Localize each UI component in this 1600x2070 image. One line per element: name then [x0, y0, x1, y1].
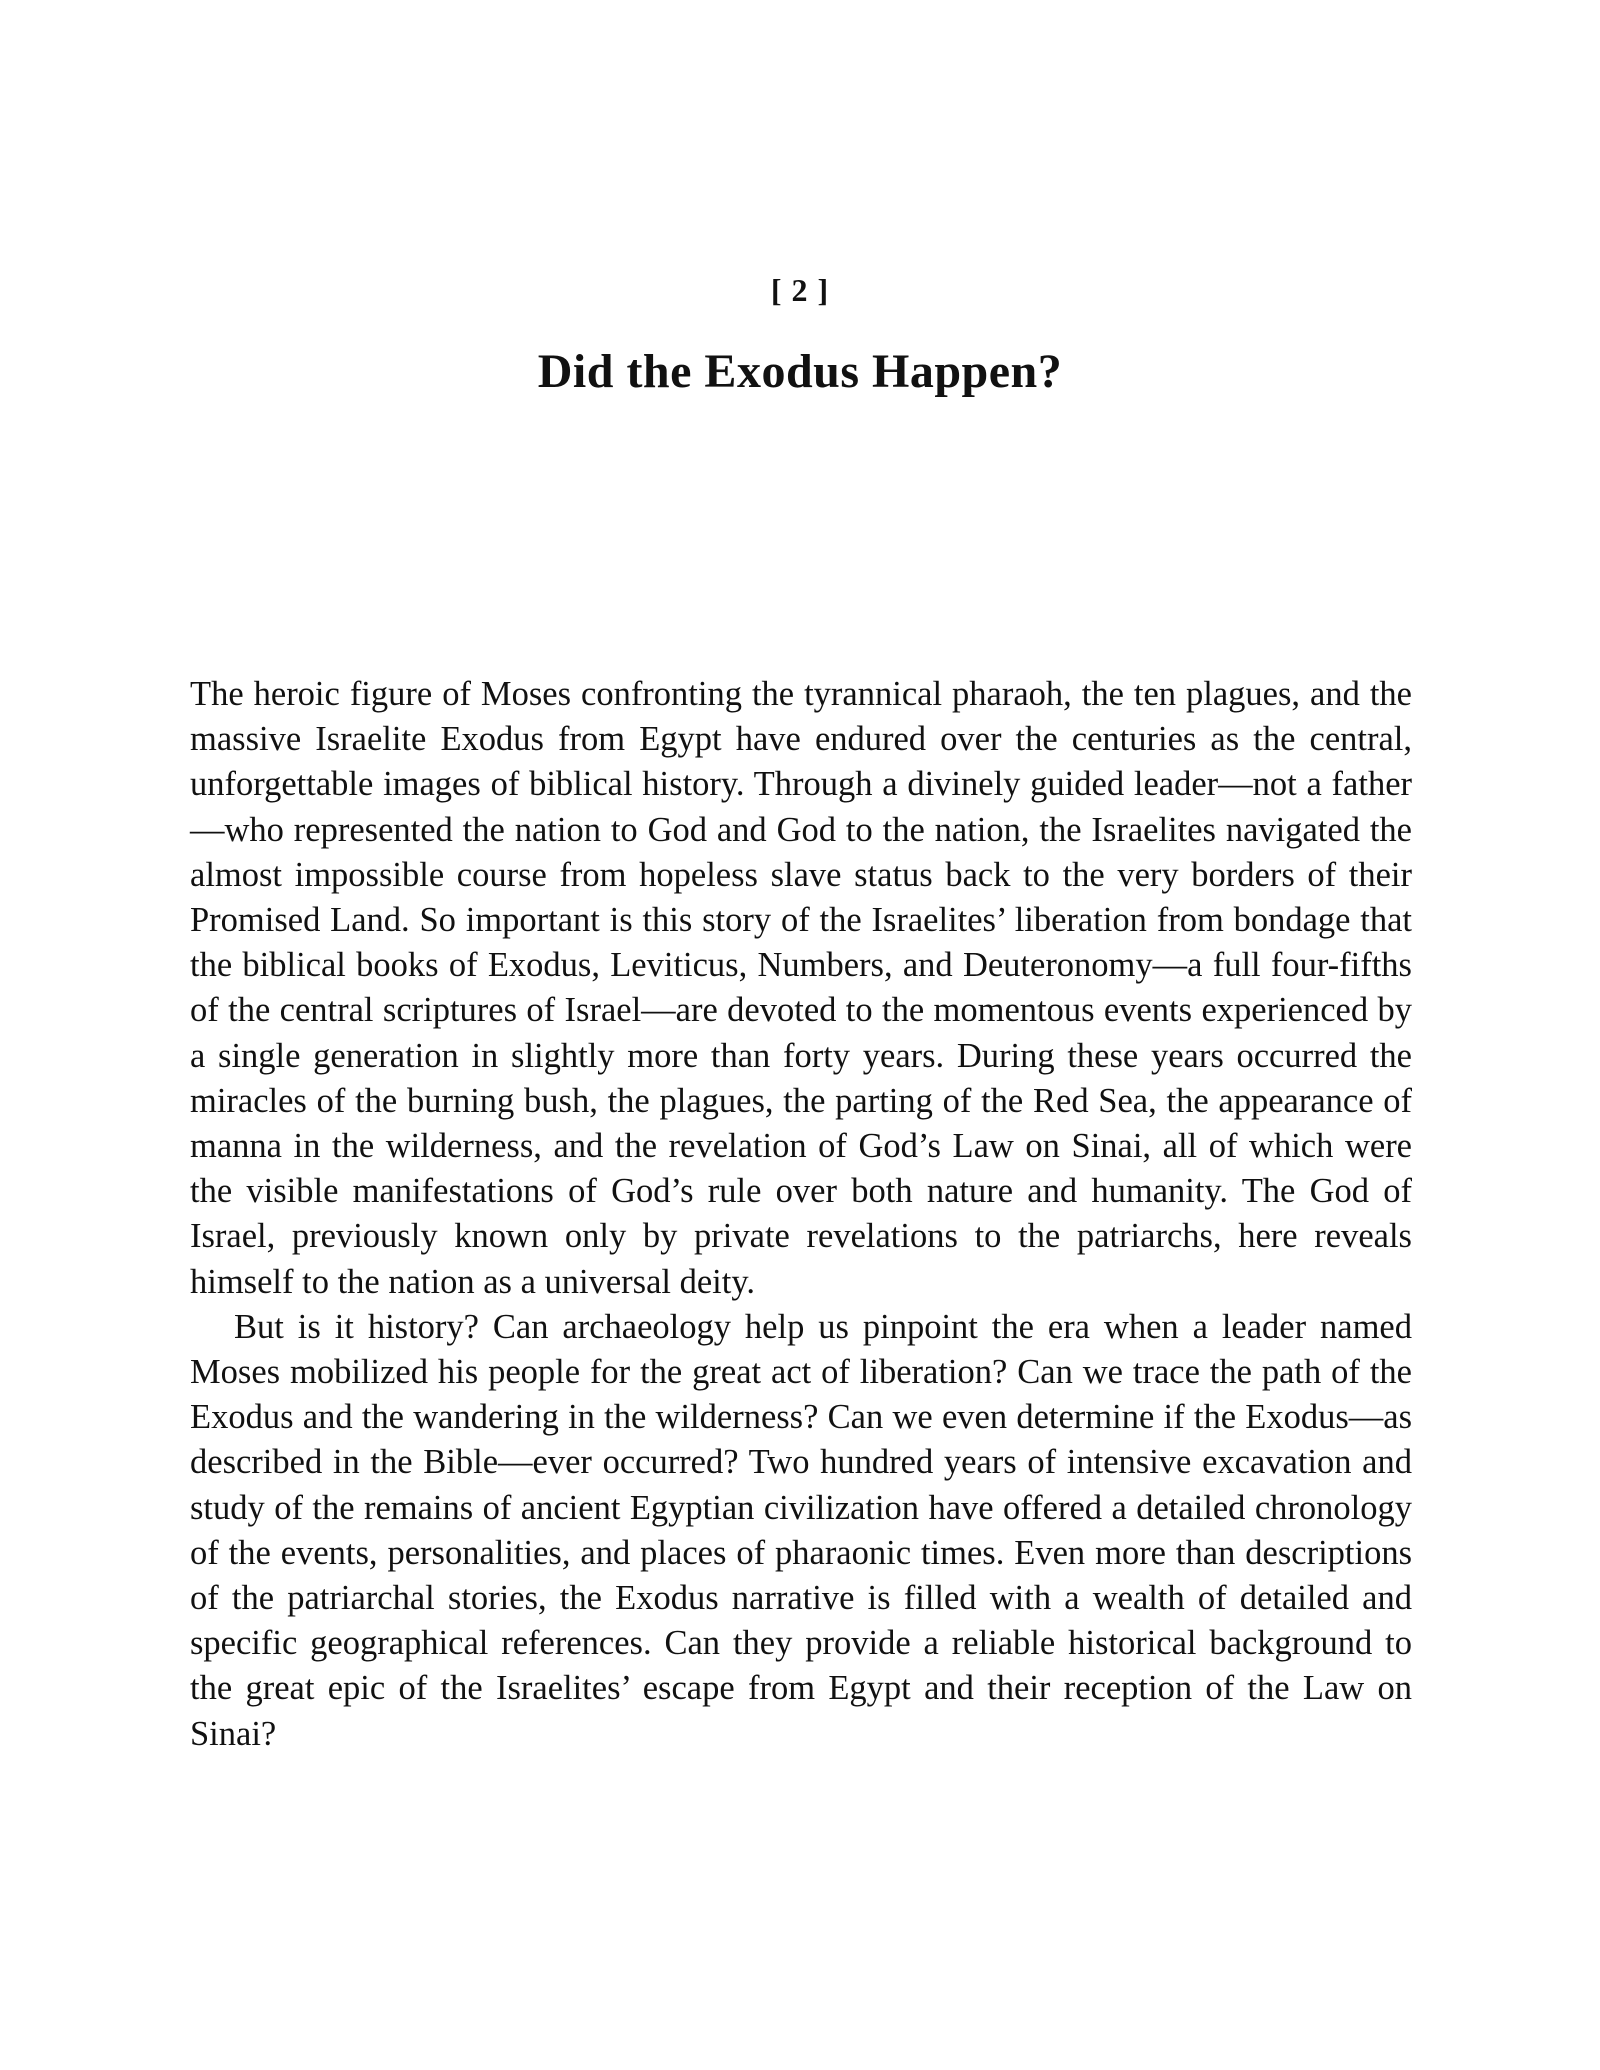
paragraph-2: But is it history? Can archaeology help us pinpoint the era when a leader named Moses mobilized his people for the great act of liberation? Can we trace the path of the Exodus and the wandering in the wilderness? Can we even determine if the Exodus—as described in the Bible—ever occurred? Two hundred years of intensive excavation and study of the remains of ancient Egyptian civilization have offered a detailed chronology of the events, personalities, and places of pharaonic times. Even more than descriptions of the patriarchal stories, the Exodus narrative is filled with a wealth of detailed and specific geographical references. Can they provide a reliable historical background to the great epic of the Israelites’ escape from Egypt and their reception of the Law on Sinai? — [190, 1307, 1412, 1753]
chapter-title: Did the Exodus Happen? — [537, 345, 1063, 398]
body-text — [190, 672, 1412, 1757]
chapter-number: [ 2 ] — [770, 272, 830, 308]
paragraph-1: The heroic figure of Moses confronting the tyrannical pharaoh, the ten plagues, and the massive Israelite Exodus from Egypt have endured over the centuries as the central, unforgettable images of biblical history. Through a divinely guided leader—not a father—who represented the nation to God and God to the nation, the Israelites navigated the almost impossible course from hopeless slave status back to the very borders of their Promised Land. So important is this story of the Israelites’ liberation from bondage that the biblical books of Exodus, Leviticus, Numbers, and Deuteronomy—a full four-fifths of the central scriptures of Israel—are devoted to the momentous events experienced by a single generation in slightly more than forty years. During these years occurred the miracles of the burning bush, the plagues, the parting of the Red Sea, the appearance of manna in the wilderness, and the revelation of God’s Law on Sinai, all of which were the visible manifestations of God’s rule over both nature and humanity. The God of Israel, previously known only by private revelations to the patriarchs, here reveals himself to the nation as a universal deity. — [190, 675, 1412, 1301]
